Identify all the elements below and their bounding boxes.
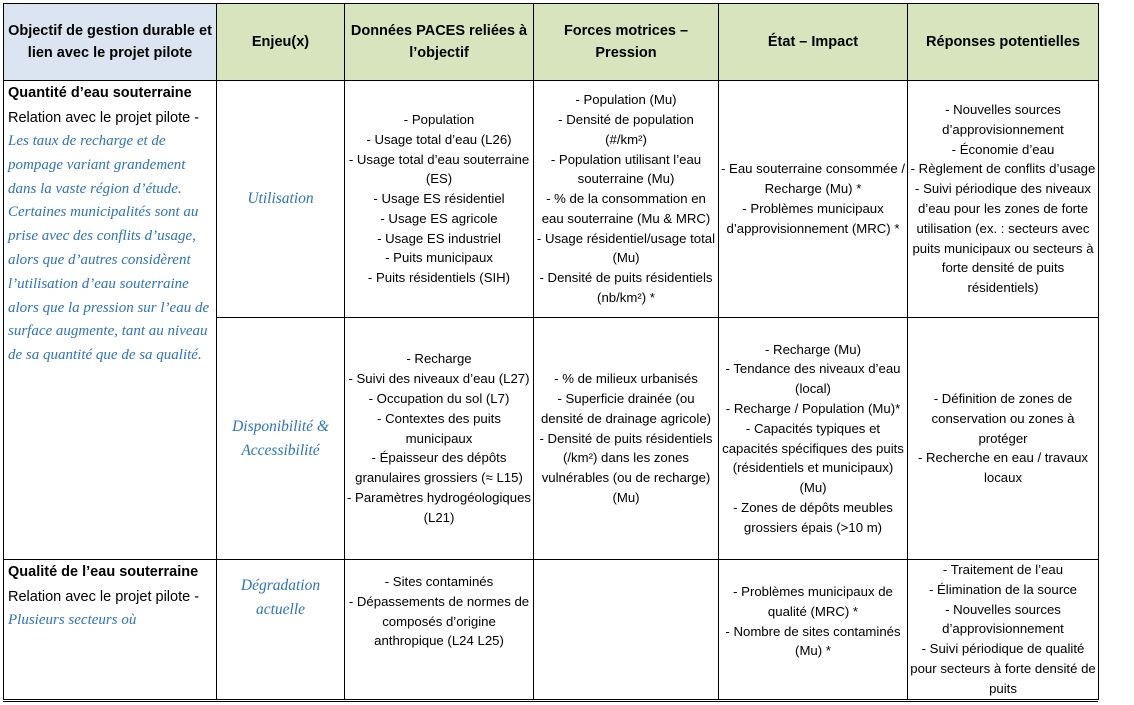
- cell-line: - Règlement de conflits d’usage: [910, 161, 1096, 177]
- cell-line: - Population utilisant l’eau souterraine (Mu): [550, 151, 702, 187]
- donnees-cell: [345, 318, 534, 560]
- objective-description: Les taux de recharge et de pompage variant grandement dans la vaste région d’étude. Certaines municipalités sont au prise avec des conflits d’usage, alors que d’autres considèrent l’utilisation d’eau souterraine alors que la pression sur l’eau de surface augmente, tant au niveau de sa quantité que de sa qualité.: [8, 133, 210, 364]
- cell-line: - Tendance des niveaux d’eau (local): [725, 361, 901, 397]
- cell-line: - Usage résidentiel/usage total (Mu): [536, 230, 716, 266]
- cell-line: - Usage total d’eau (L26): [366, 131, 512, 147]
- cell-line: - Élimination de la source: [928, 581, 1078, 597]
- cell-line: - Économie d’eau: [951, 141, 1055, 157]
- cell-line: - Recharge: [406, 351, 472, 367]
- cell-line: - Épaisseur des dépôts granulaires grossiers (≈ L15): [355, 450, 523, 486]
- objective-cell: [4, 81, 217, 560]
- cell-line: - Suivi périodique des niveaux d’eau pour les zones de forte utilisation (ex. : secteurs avec puits municipaux ou secteurs à forte densité de puits résidentiels): [912, 181, 1094, 296]
- objective-relation: Relation avec le projet pilote -: [8, 588, 200, 605]
- reponses-cell: [908, 81, 1099, 318]
- cell-line: - Recharge / Population (Mu)*: [725, 400, 901, 416]
- enjeu-cell: Utilisation: [217, 81, 345, 318]
- header-etat: État – Impact: [719, 4, 908, 81]
- indicator-table: [3, 3, 1099, 700]
- cell-line: - % de milieux urbanisés: [554, 371, 698, 387]
- objective-relation: Relation avec le projet pilote -: [8, 109, 200, 126]
- objective-description: Plusieurs secteurs où: [8, 612, 137, 628]
- cell-line: - % de la consommation en eau souterraine (Mu & MRC): [541, 191, 711, 226]
- header-forces: Forces motrices – Pression: [534, 4, 719, 81]
- objective-title: Qualité de l’eau souterraine: [8, 564, 199, 580]
- donnees-cell: [345, 560, 534, 700]
- enjeu-cell: Disponibilité & Accessibilité: [217, 318, 345, 560]
- cell-line: - Contextes des puits municipaux: [377, 410, 501, 446]
- cell-line: - Population: [403, 111, 475, 127]
- header-reponses: Réponses potentielles: [908, 4, 1099, 81]
- cell-line: - Puits municipaux: [385, 250, 493, 266]
- etat-cell: [719, 560, 908, 700]
- objective-title: Quantité d’eau souterraine: [8, 85, 192, 101]
- cell-line: - Puits résidentiels (SIH): [367, 270, 511, 286]
- cell-line: - Nouvelles sources d’approvisionnement: [942, 601, 1064, 637]
- cell-line: - Superficie drainée (ou densité de drainage agricole): [540, 391, 712, 426]
- reponses-cell: [908, 560, 1099, 700]
- cell-line: - Densité de puits résidentiels (/km²) dans les zones vulnérables (ou de recharge) (Mu): [539, 430, 713, 505]
- header-enjeu: Enjeu(x): [217, 4, 345, 81]
- etat-cell: [719, 81, 908, 318]
- cell-line: - Recherche en eau / travaux locaux: [917, 450, 1089, 486]
- header-row: [4, 4, 1099, 81]
- cell-line: - Zones de dépôts meubles grossiers épais (>10 m): [733, 499, 893, 535]
- forces-cell: [534, 81, 719, 318]
- cell-line: - Capacités typiques et capacités spécifiques des puits (résidentiels et municipaux) (Mu): [722, 420, 904, 496]
- cell-line: - Suivi des niveaux d’eau (L27): [348, 371, 530, 387]
- header-donnees: Données PACES reliées à l’objectif: [345, 4, 534, 81]
- cell-line: - Suivi périodique de qualité pour secteurs à forte densité de puits: [910, 641, 1096, 696]
- enjeu-cell: Dégradation actuelle: [217, 560, 345, 700]
- cell-line: - Occupation du sol (L7): [368, 391, 510, 406]
- cell-line: - Population (Mu): [575, 92, 677, 108]
- cell-line: - Problèmes municipaux d’approvisionnement (MRC) *: [726, 201, 900, 236]
- header-objectif: Objectif de gestion durable et lien avec le projet pilote: [4, 4, 217, 81]
- page-bottom-rule: [3, 701, 1098, 702]
- forces-cell: [534, 560, 719, 700]
- cell-line: - Recharge (Mu): [764, 341, 861, 357]
- cell-line: - Paramètres hydrogéologiques (L21): [347, 489, 531, 525]
- forces-cell: [534, 318, 719, 560]
- cell-line: - Nouvelles sources d’approvisionnement: [942, 102, 1064, 137]
- donnees-cell: [345, 81, 534, 318]
- cell-line: - Usage ES industriel: [377, 230, 501, 246]
- cell-line: - Nombre de sites contaminés (Mu) *: [725, 623, 901, 659]
- cell-line: - Traitement de l’eau: [942, 562, 1064, 577]
- cell-line: - Usage ES agricole: [380, 210, 498, 226]
- etat-cell: [719, 318, 908, 560]
- cell-line: - Sites contaminés: [384, 574, 494, 589]
- cell-line: - Eau souterraine consommée / Recharge (Mu) *: [721, 161, 905, 197]
- table-row: [4, 81, 1099, 318]
- cell-line: - Définition de zones de conservation ou zones à protéger: [931, 391, 1075, 446]
- objective-cell: [4, 560, 217, 700]
- reponses-cell: [908, 318, 1099, 560]
- cell-line: - Densité de puits résidentiels (nb/km²) *: [539, 270, 713, 306]
- cell-line: - Densité de population (#/km²): [558, 111, 694, 147]
- cell-line: - Usage total d’eau souterraine (ES): [348, 151, 530, 187]
- cell-line: - Usage ES résidentiel: [373, 191, 505, 207]
- cell-line: - Dépassements de normes de composés d’origine anthropique (L24 L25): [348, 593, 530, 649]
- cell-line: - Problèmes municipaux de qualité (MRC) *: [733, 584, 893, 619]
- table-row: [4, 560, 1099, 700]
